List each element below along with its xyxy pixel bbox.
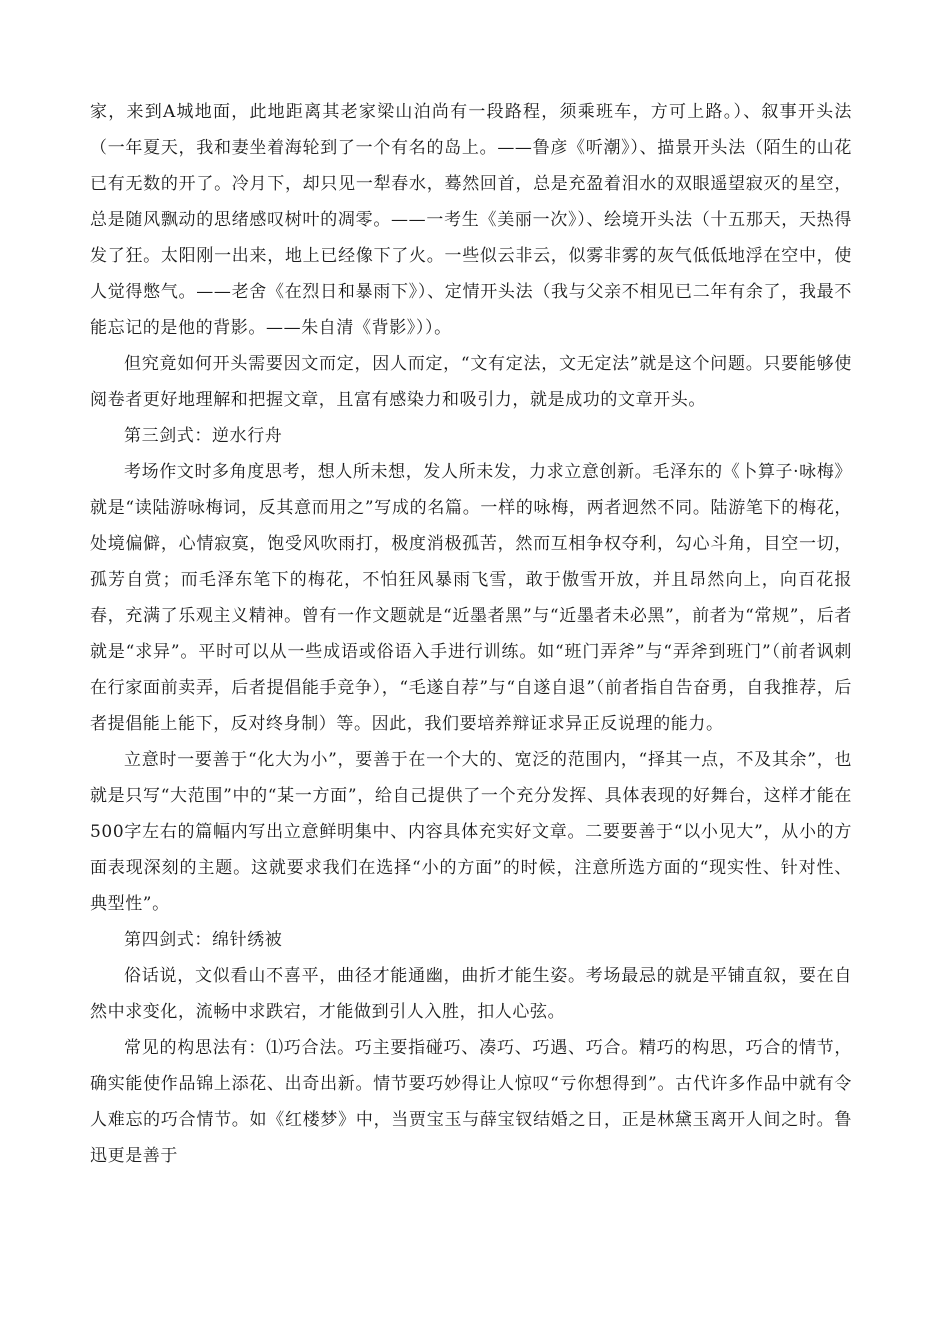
document-body — [90, 94, 852, 1174]
body-paragraph: 俗话说，文似看山不喜平，曲径才能通幽，曲折才能生姿。考场最忌的就是平铺直叙，要在自然中求变化，流畅中求跌宕，才能做到引人入胜，扣人心弦。 — [90, 966, 852, 1022]
section-heading: 第三剑式：逆水行舟 — [124, 426, 283, 446]
body-paragraph: 但究竟如何开头需要因文而定，因人而定，“文有定法，文无定法”就是这个问题。只要能够使阅卷者更好地理解和把握文章，且富有感染力和吸引力，就是成功的文章开头。 — [90, 354, 852, 410]
body-paragraph: 常见的构思法有：⑴巧合法。巧主要指碰巧、凑巧、巧遇、巧合。精巧的构思，巧合的情节，确实能使作品锦上添花、出奇出新。情节要巧妙得让人惊叹“亏你想得到”。古代许多作品中就有令人难忘的巧合情节。如《红楼梦》中，当贾宝玉与薛宝钗结婚之日，正是林黛玉离开人间之时。鲁迅更是善于 — [90, 1038, 852, 1166]
section-heading: 第四剑式：绵针绣被 — [124, 930, 283, 950]
body-paragraph: 考场作文时多角度思考，想人所未想，发人所未发，力求立意创新。毛泽东的《卜算子·咏梅》就是“读陆游咏梅词，反其意而用之”写成的名篇。一样的咏梅，两者迥然不同。陆游笔下的梅花，处境偏僻，心情寂寞，饱受风吹雨打，极度消极孤苦，然而互相争权夺利，勾心斗角，目空一切，孤芳自赏；而毛泽东笔下的梅花，不怕狂风暴雨飞雪，敢于傲雪开放，并且昂然向上，向百花报春，充满了乐观主义精神。曾有一作文题就是“近墨者黑”与“近墨者未必黑”，前者为“常规”，后者就是“求异”。平时可以从一些成语或俗语入手进行训练。如“班门弄斧”与“弄斧到班门”（前者讽刺在行家面前卖弄，后者提倡能手竞争），“毛遂自荐”与“自遂自退”（前者指自告奋勇，自我推荐，后者提倡能上能下，反对终身制）等。因此，我们要培养辩证求异正反说理的能力。 — [90, 462, 852, 734]
body-paragraph: 立意时一要善于“化大为小”，要善于在一个大的、宽泛的范围内，“择其一点，不及其余”，也就是只写“大范围”中的“某一方面”，给自己提供了一个充分发挥、具体表现的好舞台，这样才能在500字左右的篇幅内写出立意鲜明集中、内容具体充实好文章。二要要善于“以小见大”，从小的方面表现深刻的主题。这就要求我们在选择“小的方面”的时候，注意所选方面的“现实性、针对性、典型性”。 — [90, 750, 852, 914]
body-paragraph: 家，来到A城地面，此地距离其老家梁山泊尚有一段路程，须乘班车，方可上路。）、叙事开头法（一年夏天，我和妻坐着海轮到了一个有名的岛上。——鲁彦《听潮》）、描景开头法（陌生的山花已有无数的开了。冷月下，却只见一犁春水，蓦然回首，总是充盈着泪水的双眼遥望寂灭的星空，总是随风飘动的思绪感叹树叶的凋零。——一考生《美丽一次》）、绘境开头法（十五那天，天热得发了狂。太阳刚一出来，地上已经像下了火。一些似云非云，似雾非雾的灰气低低地浮在空中，使人觉得憋气。——老舍《在烈日和暴雨下》）、定情开头法（我与父亲不相见已二年有余了，我最不能忘记的是他的背影。——朱自清《背影》））。 — [90, 102, 852, 338]
